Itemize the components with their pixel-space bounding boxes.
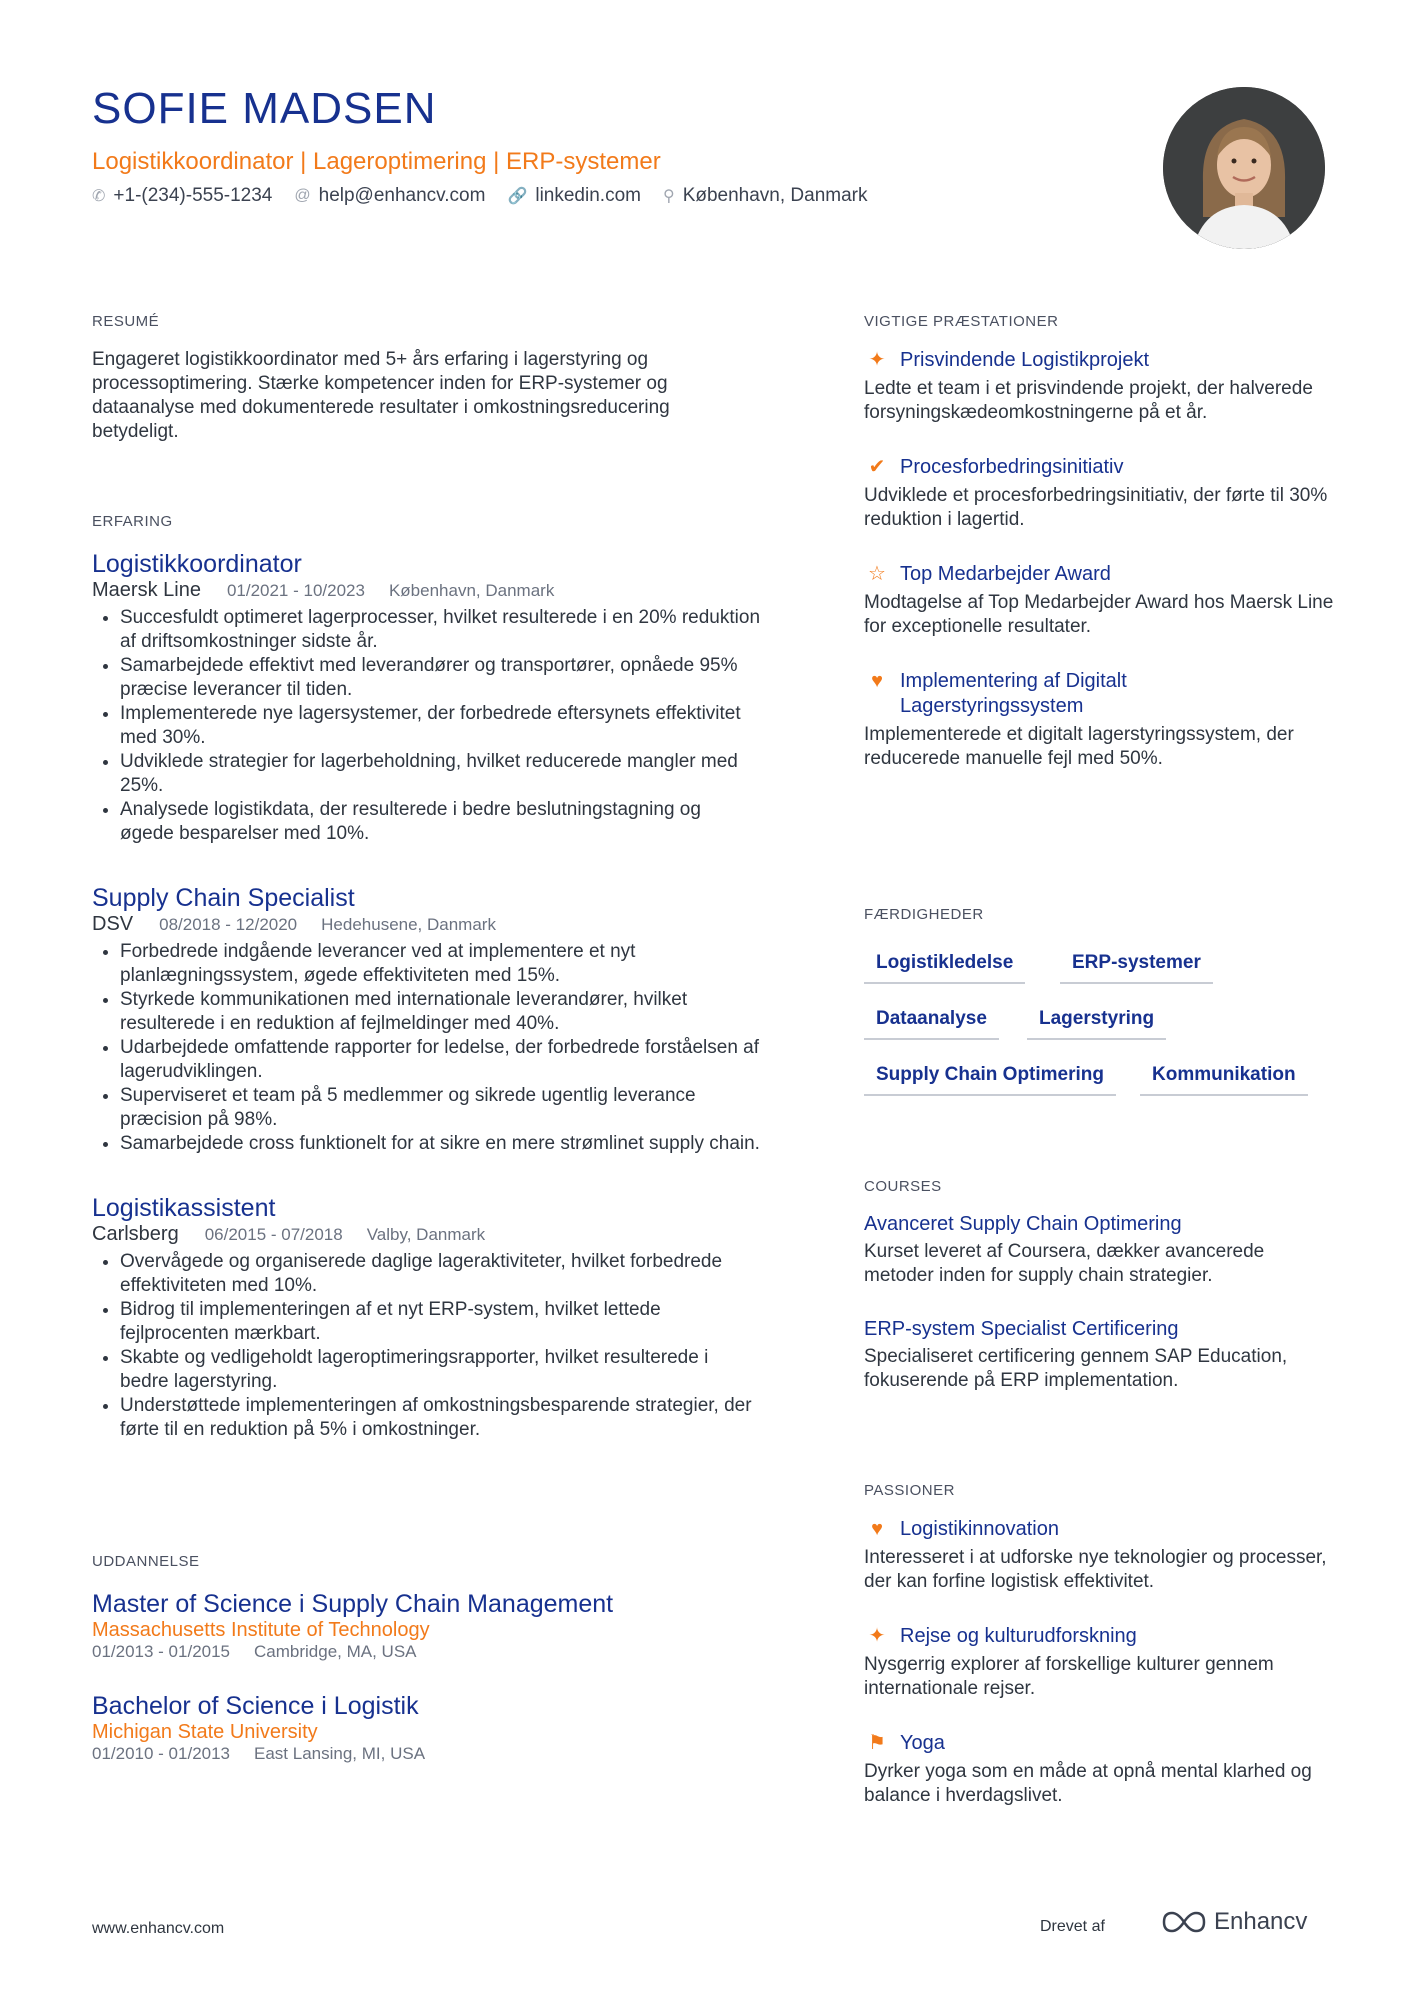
job-company: Carlsberg [92,1223,179,1245]
job-bullets [92,606,760,846]
job-meta [92,1223,792,1246]
job-entry [92,884,792,1156]
achievement-title: Implementering af Digitalt Lagerstyringssystem [900,670,1127,717]
passion-title: Yoga [900,1732,945,1754]
course-title: ERP-system Specialist Certificering [864,1318,1179,1340]
achievement-title: Procesforbedringsinitiativ [900,456,1124,478]
passion-item [864,1731,1334,1808]
job-bullets [92,1250,760,1442]
resume-title: RESUMÉ [92,313,160,330]
job-meta [92,913,792,936]
list-item: • Bidrog til implementeringen af et nyt ERP-system, hvilket lettede fejlprocenten mærkbart. [120,1298,760,1346]
education-entry [92,1590,792,1662]
list-item: • Styrkede kommunikationen med internationale leverandører, hvilket resulterede i en reduktion af fejlmeldinger med 40%. [120,988,760,1036]
magic-wand-icon: ✦ [868,1625,886,1647]
passions-title: PASSIONER [864,1482,955,1499]
headline: Logistikkoordinator | Lageroptimering | ERP-systemer [92,148,661,175]
job-entry [92,550,792,846]
courses-title: COURSES [864,1178,942,1195]
experience-section [92,513,792,1442]
list-item: • Skabte og vedligeholdt lageroptimeringsrapporter, hvilket resulterede i bedre lagerstyring. [120,1346,760,1394]
experience-title: ERFARING [92,513,173,530]
education-location: East Lansing, MI, USA [254,1744,426,1763]
list-item: • Analysede logistikdata, der resulterede i bedre beslutningstagning og øgede besparelser med 10%. [120,798,760,846]
job-company: DSV [92,913,134,935]
list-item: • Samarbejdede effektivt med leverandører og transportører, opnåede 95% præcise leverancer til tiden. [120,654,760,702]
degree-title: Master of Science i Supply Chain Management [92,1590,614,1618]
contact-row [92,185,890,207]
heart-icon: ♥ [871,1518,883,1540]
achievements-title: VIGTIGE PRÆSTATIONER [864,313,1059,330]
job-dates: 06/2015 - 07/2018 [204,1225,343,1244]
list-item: • Forbedrede indgående leverancer ved at implementere et nyt planlægningssystem, øgede effektiviteten med 15%. [120,940,760,988]
achievement-title: Prisvindende Logistikprojekt [900,349,1150,371]
achievement-text: Implementerede et digitalt lagerstyringssystem, der reducerede manuelle fejl med 50%. [864,724,1294,769]
list-item: • Implementerede nye lagersystemer, der forbedrede eftersynets effektivitet med 30%. [120,702,760,750]
passion-title: Rejse og kulturudforskning [900,1625,1137,1647]
passion-text: Dyrker yoga som en måde at opnå mental klarhed og balance i hverdagslivet. [864,1761,1312,1806]
institution: Massachusetts Institute of Technology [92,1619,430,1641]
passion-text: Nysgerrig explorer af forskellige kulturer gennem internationale rejser. [864,1654,1274,1699]
institution: Michigan State University [92,1721,318,1743]
job-title: Supply Chain Specialist [92,884,355,912]
job-location: Valby, Danmark [366,1225,486,1244]
course-item [864,1318,1334,1393]
passions-section [864,1482,1334,1808]
heart-icon: ♥ [871,670,883,692]
passion-item [864,1624,1334,1701]
contact-phone [92,185,272,207]
job-meta [92,579,792,602]
list-item: • Succesfuldt optimeret lagerprocesser, hvilket resulterede i en 20% reduktion af driftsomkostninger sidste år. [120,606,760,654]
check-icon: ✔ [868,456,886,478]
skill-tag: Kommunikation [1140,1064,1308,1096]
job-entry [92,1194,792,1442]
achievement-item [864,348,1334,425]
course-text: Kurset leveret af Coursera, dækker avancerede metoder inden for supply chain strategier. [864,1241,1265,1286]
skill-tag: Logistikledelse [864,952,1025,984]
phone-text: +1-(234)-555-1234 [113,185,273,206]
education-meta [92,1744,792,1764]
course-item [864,1213,1334,1288]
courses-section [864,1178,1334,1393]
link-icon: 🔗 [507,188,528,205]
achievement-item [864,455,1334,532]
location-text: København, Danmark [682,185,868,206]
list-item: • Udarbejdede omfattende rapporter for ledelse, der forbedrede forståelsen af lagerudviklingen. [120,1036,760,1084]
job-title: Logistikassistent [92,1194,276,1222]
at-icon: @ [294,187,311,204]
education-title: UDDANNELSE [92,1553,200,1570]
magic-wand-icon: ✦ [868,349,886,371]
job-bullets [92,940,760,1156]
job-title: Logistikkoordinator [92,550,302,578]
footer-powered-by: Drevet af [1040,1918,1105,1935]
education-dates: 01/2010 - 01/2013 [92,1744,231,1763]
email-text[interactable]: help@enhancv.com [318,185,486,206]
achievement-text: Udviklede et procesforbedringsinitiativ, der førte til 30% reduktion i lagertid. [864,485,1328,530]
resume-section [92,313,792,444]
passion-text: Interesseret i at udforske nye teknologier og processer, der kan forfine logistisk effektivitet. [864,1547,1327,1592]
education-entry [92,1692,792,1764]
skill-tag: Dataanalyse [864,1008,999,1040]
contact-email[interactable] [294,185,485,207]
list-item: • Superviseret et team på 5 medlemmer og sikrede ugentlig leverance præcision på 98%. [120,1084,760,1132]
education-meta [92,1642,792,1662]
job-dates: 08/2018 - 12/2020 [159,915,298,934]
resume-text: Engageret logistikkoordinator med 5+ års erfaring i lagerstyring og processoptimering. Stærke kompetencer inden for ERP-systemer og dataanalyse med dokumenterede resultater i omkostningsreducering betydeligt. [92,349,670,442]
skill-tag: ERP-systemer [1060,952,1213,984]
course-title: Avanceret Supply Chain Optimering [864,1213,1182,1235]
achievements-section [864,313,1334,771]
profile-photo [1163,87,1325,249]
achievement-text: Modtagelse af Top Medarbejder Award hos Maersk Line for exceptionelle resultater. [864,592,1334,637]
contact-linkedin[interactable] [507,185,641,207]
enhancv-logo[interactable] [1160,1908,1307,1936]
footer-url[interactable]: www.enhancv.com [92,1920,225,1937]
contact-location [663,185,868,207]
passion-title: Logistikinnovation [900,1518,1059,1540]
job-company: Maersk Line [92,579,201,601]
enhancv-brand: Enhancv [1214,1908,1308,1935]
course-text: Specialiseret certificering gennem SAP Education, fokuserende på ERP implementation. [864,1346,1288,1391]
location-pin-icon: ⚲ [662,188,675,205]
skill-tag: Supply Chain Optimering [864,1064,1116,1096]
degree-title: Bachelor of Science i Logistik [92,1692,419,1720]
linkedin-text[interactable]: linkedin.com [535,185,641,206]
job-location: Hedehusene, Danmark [321,915,496,934]
list-item: • Samarbejdede cross funktionelt for at sikre en mere strømlinet supply chain. [120,1132,760,1156]
list-item: • Overvågede og organiserede daglige lageraktiviteter, hvilket forbedrede effektiviteten med 10%. [120,1250,760,1298]
education-location: Cambridge, MA, USA [254,1642,417,1661]
list-item: • Understøttede implementeringen af omkostningsbesparende strategier, der førte til en reduktion på 5% i omkostninger. [120,1394,760,1442]
flag-icon: ⚑ [868,1732,886,1754]
skills-title: FÆRDIGHEDER [864,906,984,923]
passion-item [864,1517,1334,1594]
education-section [92,1553,792,1764]
job-dates: 01/2021 - 10/2023 [226,581,365,600]
achievement-item [864,669,1334,771]
skills-section [864,906,1334,1106]
education-dates: 01/2013 - 01/2015 [92,1642,231,1661]
skill-tag: Lagerstyring [1027,1008,1166,1040]
candidate-name: SOFIE MADSEN [92,84,437,133]
achievement-title: Top Medarbejder Award [900,563,1111,585]
star-icon: ☆ [868,563,886,585]
phone-icon: ✆ [92,188,106,205]
achievement-text: Ledte et team i et prisvindende projekt, der halverede forsyningskædeomkostningerne på et år. [864,378,1313,423]
achievement-item [864,562,1334,639]
job-location: København, Danmark [388,581,555,600]
list-item: • Udviklede strategier for lagerbeholdning, hvilket reducerede mangler med 25%. [120,750,760,798]
enhancv-logo-icon [1160,1909,1208,1935]
